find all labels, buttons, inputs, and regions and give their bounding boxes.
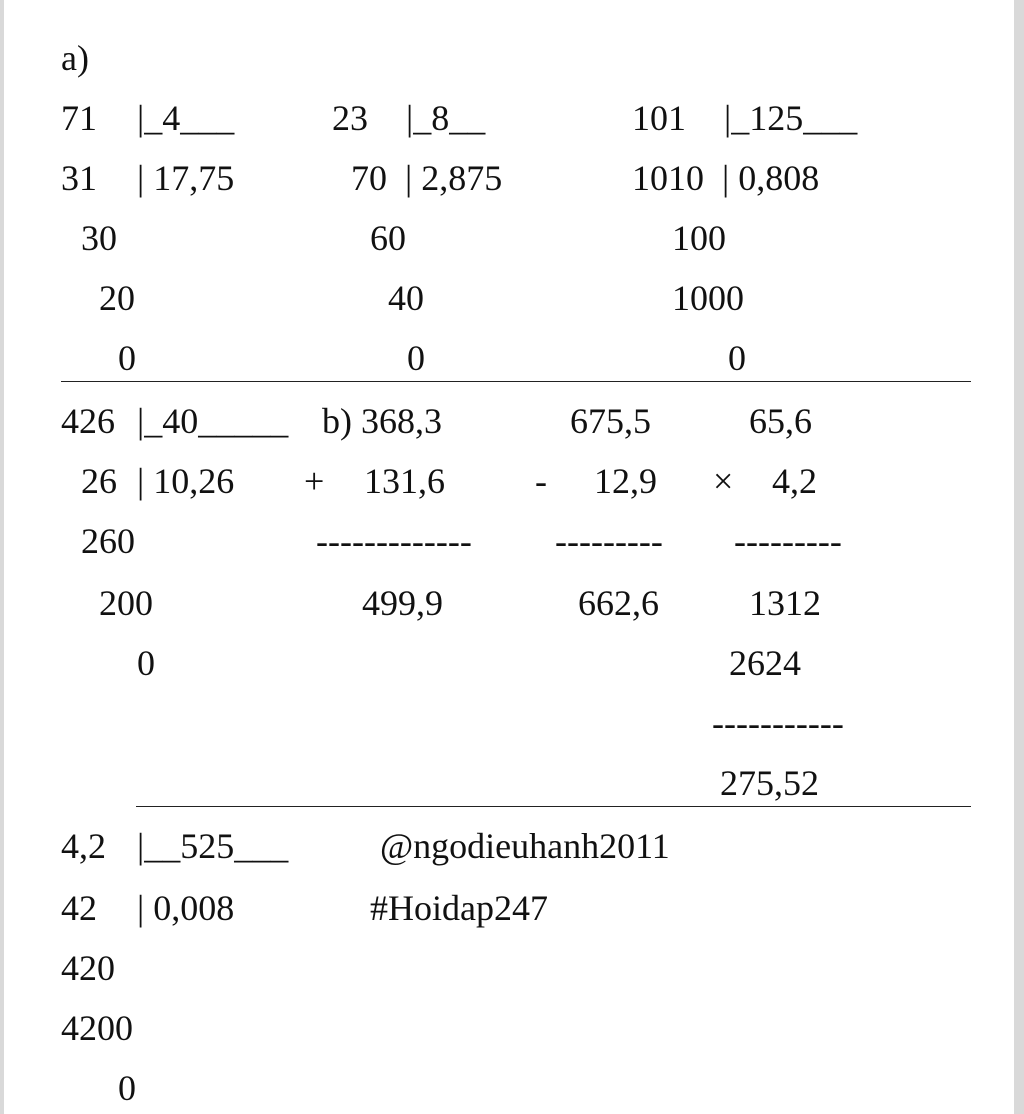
div3-step: 0 (728, 338, 746, 378)
div2-step: 0 (407, 338, 425, 378)
div5-remainder-1: 42 (61, 888, 97, 928)
div1-dividend: 71 (61, 98, 97, 138)
subtraction-operator: - (535, 461, 547, 501)
div1-remainder-1: 31 (61, 158, 97, 198)
multiplication-partial-product: 2624 (729, 643, 801, 683)
addition-operator: + (304, 461, 325, 501)
div2-step: 60 (370, 218, 406, 258)
div5-step: 4200 (61, 1008, 133, 1048)
div1-step: 0 (118, 338, 136, 378)
div1-divisor: |_4___ (137, 98, 235, 138)
div4-remainder-1: 26 (81, 461, 117, 501)
div5-quotient: | 0,008 (137, 888, 235, 928)
multiplication-dashes: --------- (734, 521, 842, 561)
multiplication-operand1: 65,6 (749, 401, 812, 441)
subtraction-operand1: 675,5 (570, 401, 651, 441)
div4-divisor: |_40_____ (137, 401, 289, 441)
subtraction-operand2: 12,9 (594, 461, 657, 501)
div2-quotient-row: 70 | 2,875 (351, 158, 503, 198)
div3-step: 1000 (672, 278, 744, 318)
author-handle: @ngodieuhanh2011 (380, 826, 670, 866)
addition-dashes: ------------- (316, 521, 472, 561)
div3-dividend: 101 (632, 98, 686, 138)
multiplication-operand2: 4,2 (772, 461, 817, 501)
div3-step: 100 (672, 218, 726, 258)
div2-divisor: |_8__ (406, 98, 486, 138)
subtraction-dashes: --------- (555, 521, 663, 561)
section-divider (61, 381, 971, 382)
div3-quotient-row: 1010 | 0,808 (632, 158, 820, 198)
multiplication-result: 275,52 (720, 763, 819, 803)
part-b-label: b) 368,3 (322, 401, 442, 441)
div1-quotient: | 17,75 (137, 158, 235, 198)
div3-divisor: |_125___ (724, 98, 858, 138)
div2-step: 40 (388, 278, 424, 318)
div4-dividend: 426 (61, 401, 115, 441)
div5-dividend: 4,2 (61, 826, 106, 866)
multiplication-partial-product: 1312 (749, 583, 821, 623)
multiplication-operator: × (713, 461, 734, 501)
div2-dividend: 23 (332, 98, 368, 138)
div5-divisor: |__525___ (137, 826, 289, 866)
hashtag: #Hoidap247 (370, 888, 548, 928)
div1-step: 20 (99, 278, 135, 318)
multiplication-dashes: ----------- (712, 703, 844, 743)
div5-step: 420 (61, 948, 115, 988)
div4-step: 200 (99, 583, 153, 623)
subtraction-result: 662,6 (578, 583, 659, 623)
part-a-label: a) (61, 38, 89, 78)
div4-step: 0 (137, 643, 155, 683)
addition-result: 499,9 (362, 583, 443, 623)
div1-step: 30 (81, 218, 117, 258)
div5-step: 0 (118, 1068, 136, 1108)
addition-operand: 131,6 (364, 461, 445, 501)
document-page (4, 0, 1014, 1114)
div4-step: 260 (81, 521, 135, 561)
div4-quotient: | 10,26 (137, 461, 235, 501)
section-divider (136, 806, 971, 807)
